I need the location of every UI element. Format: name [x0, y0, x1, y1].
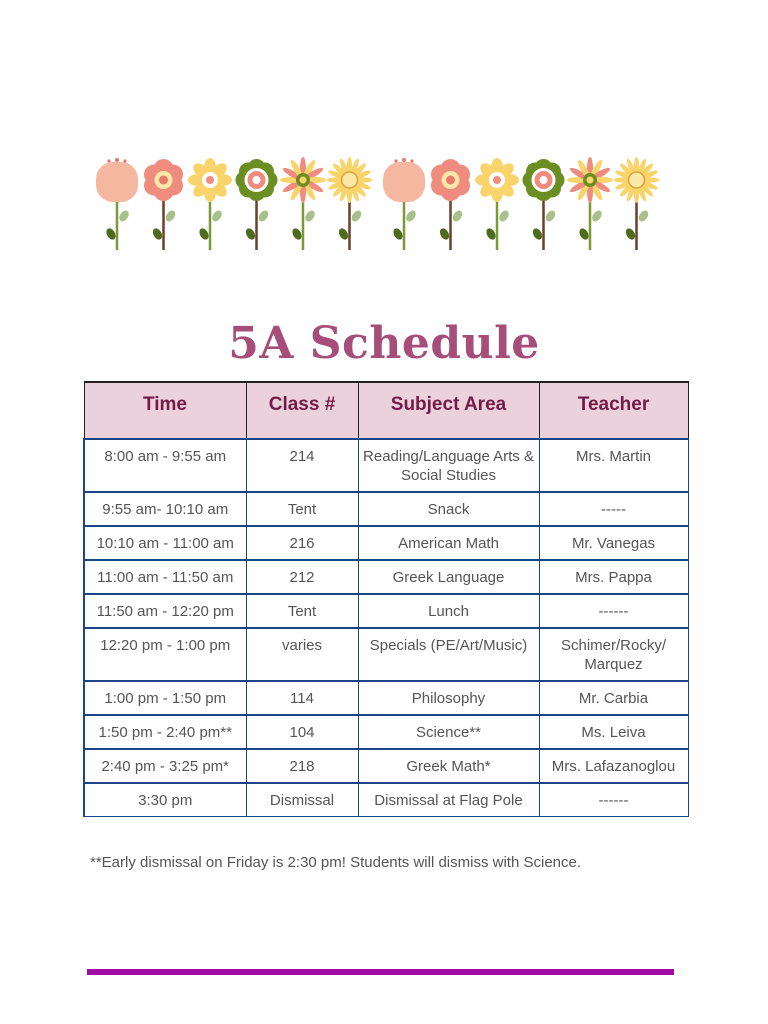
cell-class-number: 212	[246, 560, 358, 594]
header-time: Time	[84, 382, 246, 439]
cell-class-number: Tent	[246, 492, 358, 526]
cell-time: 11:00 am - 11:50 am	[84, 560, 246, 594]
header-class-number: Class #	[246, 382, 358, 439]
cell-subject: Greek Language	[358, 560, 539, 594]
cell-class-number: Tent	[246, 594, 358, 628]
footnote: **Early dismissal on Friday is 2:30 pm! Students will dismiss with Science.	[90, 854, 582, 871]
table-row	[84, 715, 688, 749]
header-teacher: Teacher	[539, 382, 688, 439]
cell-time: 2:40 pm - 3:25 pm*	[84, 749, 246, 783]
cell-teacher: Mr. Carbia	[539, 681, 688, 715]
cell-subject: Science**	[358, 715, 539, 749]
cell-time: 10:10 am - 11:00 am	[84, 526, 246, 560]
cell-subject: Specials (PE/Art/Music)	[358, 628, 539, 681]
cell-subject: Philosophy	[358, 681, 539, 715]
table-row	[84, 560, 688, 594]
table-row	[84, 681, 688, 715]
cell-class-number: 114	[246, 681, 358, 715]
cell-class-number: Dismissal	[246, 783, 358, 817]
cell-time: 12:20 pm - 1:00 pm	[84, 628, 246, 681]
cell-time: 3:30 pm	[84, 783, 246, 817]
table-row	[84, 749, 688, 783]
cell-teacher: Mrs. Lafazanoglou	[539, 749, 688, 783]
flower-border-icon	[95, 84, 663, 260]
cell-subject: Dismissal at Flag Pole	[358, 783, 539, 817]
cell-class-number: 218	[246, 749, 358, 783]
cell-teacher: Mrs. Pappa	[539, 560, 688, 594]
cell-class-number: 214	[246, 439, 358, 492]
cell-subject: Reading/Language Arts & Social Studies	[358, 439, 539, 492]
table-row	[84, 783, 688, 817]
bottom-divider	[87, 969, 674, 975]
cell-time: 8:00 am - 9:55 am	[84, 439, 246, 492]
header-subject-area: Subject Area	[358, 382, 539, 439]
cell-class-number: 104	[246, 715, 358, 749]
cell-teacher: Schimer/Rocky/ Marquez	[539, 628, 688, 681]
page-title: 5A Schedule	[228, 318, 540, 369]
cell-teacher: Mr. Vanegas	[539, 526, 688, 560]
flower-border-image	[95, 84, 663, 260]
cell-teacher: ------	[539, 783, 688, 817]
table-row	[84, 628, 688, 681]
cell-subject: Snack	[358, 492, 539, 526]
cell-subject: Lunch	[358, 594, 539, 628]
schedule-table	[83, 381, 689, 817]
cell-class-number: 216	[246, 526, 358, 560]
cell-class-number: varies	[246, 628, 358, 681]
cell-time: 1:00 pm - 1:50 pm	[84, 681, 246, 715]
table-row	[84, 526, 688, 560]
cell-teacher: -----	[539, 492, 688, 526]
table-row	[84, 594, 688, 628]
cell-subject: Greek Math*	[358, 749, 539, 783]
cell-time: 9:55 am- 10:10 am	[84, 492, 246, 526]
table-row	[84, 492, 688, 526]
cell-teacher: Mrs. Martin	[539, 439, 688, 492]
table-header-row	[84, 382, 688, 439]
cell-time: 11:50 am - 12:20 pm	[84, 594, 246, 628]
table-row	[84, 439, 688, 492]
cell-teacher: ------	[539, 594, 688, 628]
cell-teacher: Ms. Leiva	[539, 715, 688, 749]
cell-time: 1:50 pm - 2:40 pm**	[84, 715, 246, 749]
cell-subject: American Math	[358, 526, 539, 560]
